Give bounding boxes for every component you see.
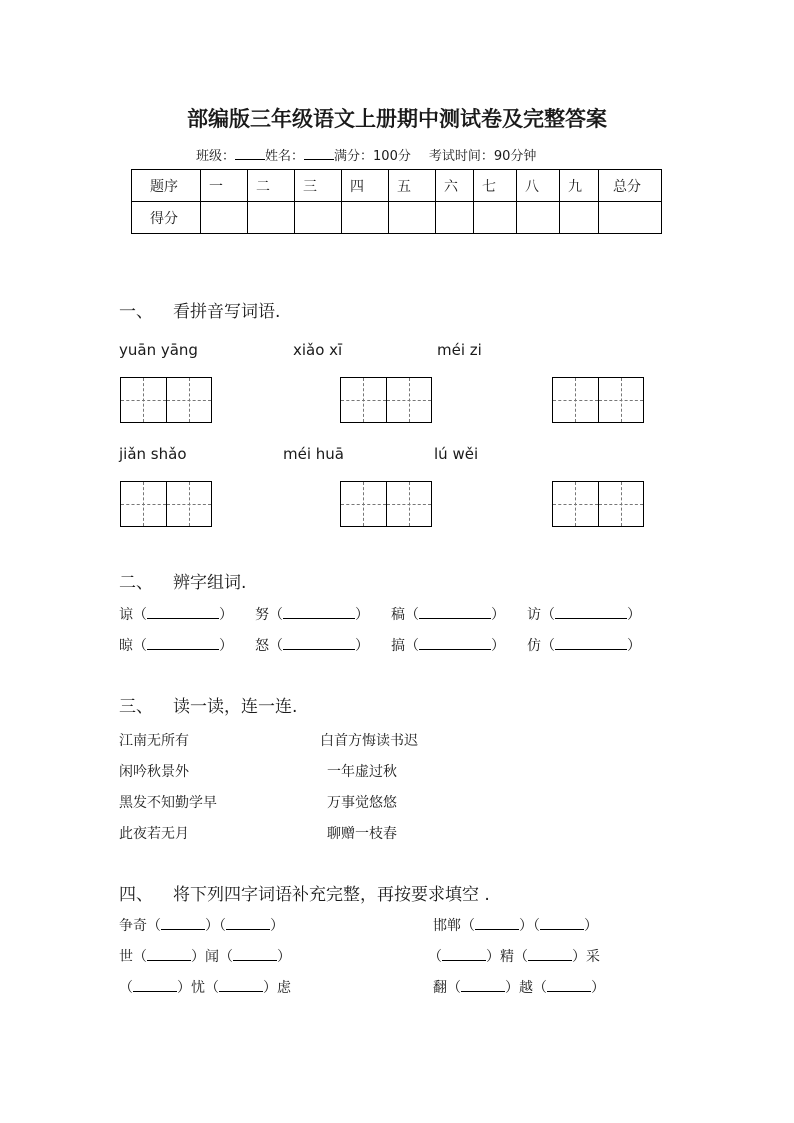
close-paren: ） — [219, 638, 233, 654]
writing-grid[interactable] — [340, 377, 432, 423]
grid-cell[interactable] — [598, 482, 644, 526]
page-title: 部编版三年级语文上册期中测试卷及完整答案 — [187, 106, 607, 131]
idiom-part: ）闻（ — [191, 949, 233, 965]
idiom-item — [119, 946, 291, 966]
exam-time: 考试时间：90分钟 — [428, 149, 537, 164]
pinyin-6: lú wěi — [434, 445, 479, 463]
name-label: 姓名： — [265, 149, 305, 164]
section-1-heading — [119, 297, 280, 322]
char-prompt: 稿（ — [391, 607, 419, 623]
name-blank[interactable] — [304, 147, 334, 160]
close-paren: ） — [219, 607, 233, 623]
grid-cell[interactable] — [341, 482, 386, 526]
close-paren: ） — [491, 607, 505, 623]
poem-line-right[interactable]: 白首方悔读书迟 — [320, 733, 418, 749]
word-item — [527, 635, 641, 655]
class-blank[interactable] — [235, 147, 265, 160]
grid-cell[interactable] — [166, 378, 212, 422]
pinyin-1: yuān yāng — [119, 341, 198, 359]
score-cell[interactable] — [517, 202, 560, 234]
score-cell[interactable] — [295, 202, 342, 234]
char-prompt: 怒（ — [255, 638, 283, 654]
score-header-cell: 题序 — [132, 170, 201, 202]
full-score: 满分：100分 — [334, 149, 411, 164]
section-title: 读一读，连一连. — [173, 697, 298, 717]
grid-cell[interactable] — [121, 482, 166, 526]
idiom-part: ）（ — [205, 918, 226, 934]
answer-blank[interactable] — [161, 916, 205, 930]
answer-blank[interactable] — [461, 978, 505, 992]
grid-cell[interactable] — [598, 378, 644, 422]
idiom-item — [119, 915, 284, 935]
writing-grid[interactable] — [552, 481, 644, 527]
poem-line-left[interactable]: 江南无所有 — [119, 733, 189, 749]
char-prompt: 访（ — [527, 607, 555, 623]
answer-blank[interactable] — [147, 605, 219, 619]
idiom-item — [433, 977, 605, 997]
idiom-item — [433, 915, 598, 935]
idiom-item — [428, 946, 600, 966]
idiom-part: 世（ — [119, 949, 147, 965]
class-label: 班级： — [196, 149, 236, 164]
answer-blank[interactable] — [540, 916, 584, 930]
score-header-cell: 七 — [474, 170, 517, 202]
section-number: 二、 — [119, 573, 153, 593]
answer-blank[interactable] — [528, 947, 572, 961]
score-cell[interactable] — [248, 202, 295, 234]
answer-blank[interactable] — [419, 605, 491, 619]
answer-blank[interactable] — [283, 605, 355, 619]
answer-blank[interactable] — [555, 636, 627, 650]
answer-blank[interactable] — [133, 978, 177, 992]
score-header-cell: 三 — [295, 170, 342, 202]
score-table — [131, 169, 662, 234]
idiom-part: ）越（ — [505, 980, 547, 996]
score-cell[interactable] — [599, 202, 662, 234]
grid-cell[interactable] — [166, 482, 212, 526]
score-header-cell: 八 — [517, 170, 560, 202]
char-prompt: 搞（ — [391, 638, 419, 654]
close-paren: ） — [627, 638, 641, 654]
idiom-part: 邯郸（ — [433, 918, 475, 934]
exam-info — [196, 145, 536, 164]
word-item — [119, 604, 233, 624]
section-title: 将下列四字词语补充完整，再按要求填空 . — [173, 885, 490, 905]
grid-cell[interactable] — [341, 378, 386, 422]
idiom-part: 争奇（ — [119, 918, 161, 934]
score-header-cell: 九 — [560, 170, 599, 202]
idiom-part: 翻（ — [433, 980, 461, 996]
idiom-part: ）采 — [572, 949, 600, 965]
section-number: 一、 — [119, 302, 153, 322]
idiom-part: ） — [277, 949, 291, 965]
score-header-cell: 总分 — [599, 170, 662, 202]
score-header-cell: 一 — [201, 170, 248, 202]
poem-line-right[interactable]: 万事觉悠悠 — [327, 795, 397, 811]
grid-cell[interactable] — [553, 482, 598, 526]
word-item — [255, 604, 369, 624]
answer-blank[interactable] — [555, 605, 627, 619]
idiom-part: ） — [584, 918, 598, 934]
grid-cell[interactable] — [121, 378, 166, 422]
idiom-part: ） — [270, 918, 284, 934]
char-prompt: 晾（ — [119, 638, 147, 654]
section-4-heading — [119, 880, 490, 905]
score-cell[interactable] — [201, 202, 248, 234]
answer-blank[interactable] — [147, 947, 191, 961]
score-cell[interactable] — [342, 202, 389, 234]
idiom-part: ） — [591, 980, 605, 996]
close-paren: ） — [355, 607, 369, 623]
poem-line-left[interactable]: 此夜若无月 — [119, 826, 189, 842]
score-header-cell: 四 — [342, 170, 389, 202]
score-cell[interactable] — [436, 202, 474, 234]
idiom-part: ）精（ — [486, 949, 528, 965]
answer-blank[interactable] — [219, 978, 263, 992]
score-value-row — [132, 202, 662, 234]
section-3-heading — [119, 692, 297, 717]
answer-blank[interactable] — [283, 636, 355, 650]
section-title: 辨字组词. — [173, 573, 247, 593]
grid-cell[interactable] — [386, 482, 432, 526]
score-cell[interactable] — [474, 202, 517, 234]
word-item — [119, 635, 233, 655]
score-cell[interactable] — [560, 202, 599, 234]
writing-grid[interactable] — [340, 481, 432, 527]
idiom-part: （ — [428, 949, 442, 965]
poem-line-right[interactable]: 聊赠一枝春 — [327, 826, 397, 842]
writing-grid[interactable] — [552, 377, 644, 423]
answer-blank[interactable] — [547, 978, 591, 992]
word-item — [391, 604, 505, 624]
close-paren: ） — [355, 638, 369, 654]
score-header-cell: 二 — [248, 170, 295, 202]
word-item — [527, 604, 641, 624]
idiom-part: ）虑 — [263, 980, 291, 996]
section-2-heading — [119, 568, 246, 593]
score-cell[interactable] — [389, 202, 436, 234]
poem-line-right[interactable]: 一年虚过秋 — [327, 764, 397, 780]
section-title: 看拼音写词语. — [173, 302, 281, 322]
grid-cell[interactable] — [386, 378, 432, 422]
score-header-cell: 五 — [389, 170, 436, 202]
word-item — [391, 635, 505, 655]
char-prompt: 努（ — [255, 607, 283, 623]
word-item — [255, 635, 369, 655]
pinyin-3: méi zi — [437, 341, 482, 359]
char-prompt: 谅（ — [119, 607, 147, 623]
grid-cell[interactable] — [553, 378, 598, 422]
answer-blank[interactable] — [442, 947, 486, 961]
idiom-part: ）（ — [519, 918, 540, 934]
score-header-cell: 六 — [436, 170, 474, 202]
section-number: 三、 — [119, 697, 153, 717]
close-paren: ） — [627, 607, 641, 623]
pinyin-2: xiǎo xī — [293, 341, 343, 359]
score-row-label: 得分 — [132, 202, 201, 234]
answer-blank[interactable] — [419, 636, 491, 650]
answer-blank[interactable] — [226, 916, 270, 930]
answer-blank[interactable] — [233, 947, 277, 961]
score-header-row — [132, 170, 662, 202]
section-number: 四、 — [119, 885, 153, 905]
idiom-part: （ — [119, 980, 133, 996]
poem-line-left[interactable]: 黑发不知勤学早 — [119, 795, 217, 811]
idiom-item — [119, 977, 291, 997]
close-paren: ） — [491, 638, 505, 654]
writing-grid[interactable] — [120, 481, 212, 527]
writing-grid[interactable] — [120, 377, 212, 423]
pinyin-5: méi huā — [283, 445, 344, 463]
answer-blank[interactable] — [475, 916, 519, 930]
pinyin-4: jiǎn shǎo — [119, 445, 187, 463]
poem-line-left[interactable]: 闲吟秋景外 — [119, 764, 189, 780]
idiom-part: ）忧（ — [177, 980, 219, 996]
answer-blank[interactable] — [147, 636, 219, 650]
char-prompt: 仿（ — [527, 638, 555, 654]
